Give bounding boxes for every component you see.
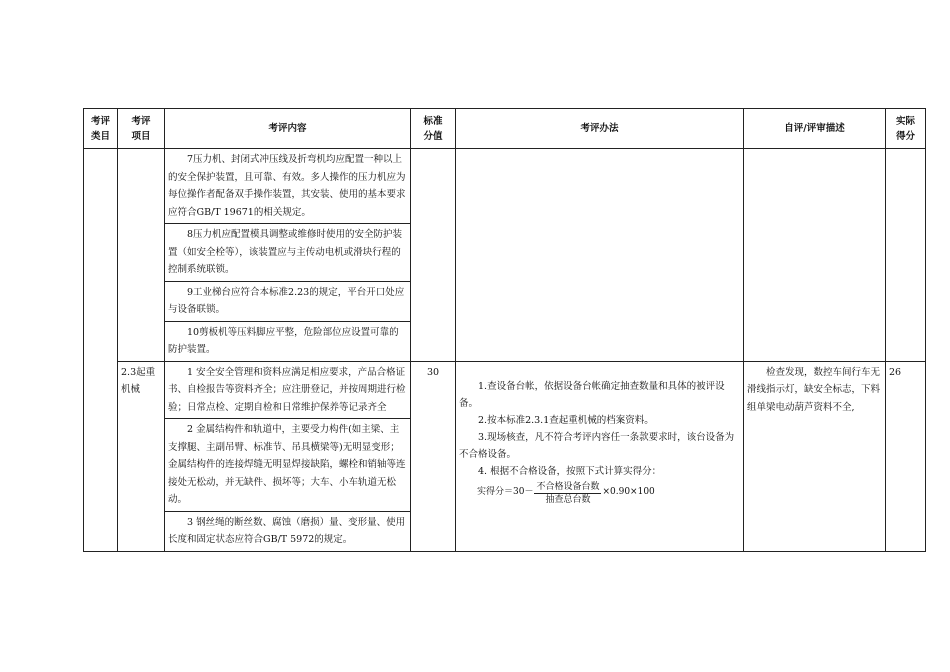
method-step: 1.查设备台帐，依据设备台帐确定抽查数量和具体的被评设备。	[459, 380, 725, 409]
formula-denominator: 抽查总台数	[545, 494, 591, 505]
formula-prefix: 实得分＝30－	[477, 487, 534, 498]
formula-numerator: 不合格设备台数	[536, 481, 600, 492]
table-row	[84, 361, 926, 419]
content-cell: 2 金属结构件和轨道中，主要受力构件(如主梁、主支撑腿、主副吊臂、标准节、吊具横梁等)无明显变形；金属结构件的连接焊缝无明显焊接缺陷，螺栓和销轴等连接处无松动，并无缺件、损坏等；大车、小车轨道无松动。	[165, 419, 411, 512]
evaluation-table	[83, 108, 926, 552]
method-step: 2.按本标准2.3.1查起重机械的档案资料。	[478, 414, 654, 426]
content-cell: 9工业梯台应符合本标准2.23的规定，平台开口处应与设备联锁。	[165, 281, 411, 321]
header-category: 考评 类目	[84, 109, 118, 149]
method-step: 3.现场核查，凡不符合考评内容任一条款要求时，该台设备为不合格设备。	[459, 431, 735, 460]
formula-suffix: ×0.90×100	[602, 487, 655, 498]
score-cell: 30	[411, 361, 456, 551]
header-actual-score: 实际 得分	[886, 109, 926, 149]
score-formula	[459, 481, 740, 506]
method-cell	[456, 361, 744, 551]
review-cell: 检查发现，数控车间行车无滑线指示灯，缺安全标志，下料组单梁电动葫芦资料不全,	[744, 361, 886, 551]
header-review: 自评/评审描述	[744, 109, 886, 149]
score-cell	[411, 149, 456, 362]
header-method: 考评办法	[456, 109, 744, 149]
item-cell-lifting: 2.3起重机械	[118, 361, 165, 551]
content-cell: 1 安全安全管理和资料应满足相应要求，产品合格证书、自检报告等资料齐全；应注册登记，并按周期进行检验；日常点检、定期自检和日常维护保养等记录齐全	[165, 361, 411, 419]
content-cell: 7压力机、封闭式冲压线及折弯机均应配置一种以上的安全保护装置，且可靠、有效。多人操作的压力机应为每位操作者配备双手操作装置，其安装、使用的基本要求应符合GB/T 19671的相关规定。	[165, 149, 411, 224]
formula-fraction	[534, 481, 601, 506]
item-cell	[118, 149, 165, 362]
header-item: 考评 项目	[118, 109, 165, 149]
header-standard-score: 标准 分值	[411, 109, 456, 149]
header-row	[84, 109, 926, 149]
method-step: 4. 根据不合格设备，按照下式计算实得分：	[478, 465, 662, 477]
header-content: 考评内容	[165, 109, 411, 149]
actual-cell: 26	[886, 361, 926, 551]
method-cell	[456, 149, 744, 362]
category-cell	[84, 149, 118, 552]
actual-cell	[886, 149, 926, 362]
review-cell	[744, 149, 886, 362]
content-cell: 3 钢丝绳的断丝数、腐蚀（磨损）量、变形量、使用长度和固定状态应符合GB/T 5972的规定。	[165, 511, 411, 551]
content-cell: 10剪板机等压料脚应平整，危险部位应设置可靠的防护装置。	[165, 321, 411, 361]
table-row	[84, 149, 926, 224]
content-cell: 8压力机应配置模具调整或维修时使用的安全防护装置（如安全栓等），该装置应与主传动电机或滑块行程的控制系统联锁。	[165, 224, 411, 282]
